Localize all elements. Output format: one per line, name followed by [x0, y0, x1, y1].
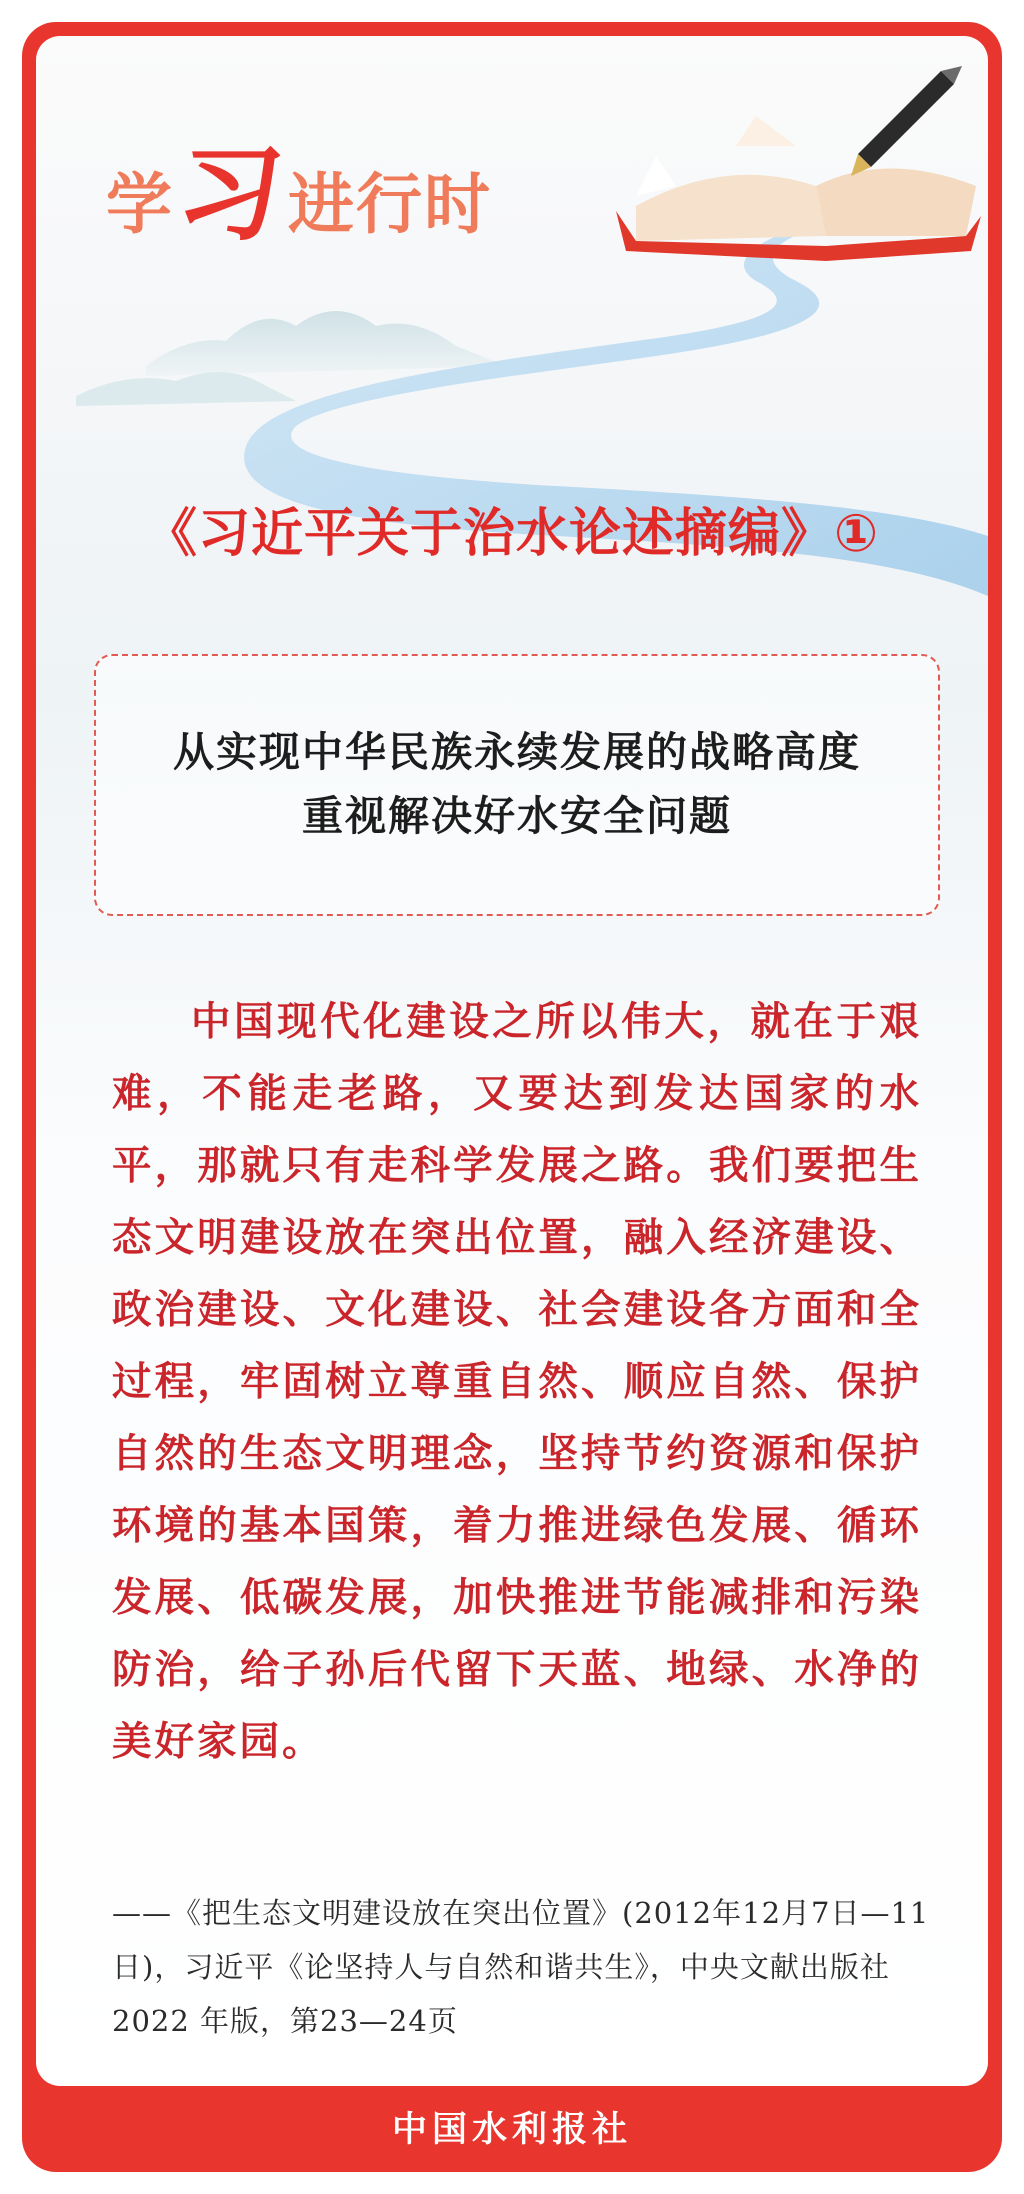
logo-char-2: 习 — [171, 133, 291, 255]
subtitle-box — [94, 654, 940, 916]
subtitle-line-1: 从实现中华民族永续发展的战略高度 — [173, 728, 861, 777]
subtitle-line-2: 重视解决好水安全问题 — [302, 792, 732, 840]
logo-char-rest: 进行时 — [288, 166, 493, 243]
fountain-pen-icon — [851, 66, 962, 176]
study-time-logo — [106, 133, 493, 255]
open-book-icon — [616, 116, 981, 261]
source-citation: ——《把生态文明建设放在突出位置》(2012年12月7日—11日)，习近平《论坚持人与自然和谐共生》，中央文献出版社 2022 年版，第23—24页 — [112, 1896, 930, 2038]
body-paragraph: 中国现代化建设之所以伟大，就在于艰难，不能走老路，又要达到发达国家的水平，那就只有走科学发展之路。我们要把生态文明建设放在突出位置，融入经济建设、政治建设、文化建设、社会建设各方面和全过程，牢固树立尊重自然、顺应自然、保护自然的生态文明理念，坚持节约资源和保护环境的基本国策，着力推进绿色发展、循环发展、低碳发展，加快推进节能减排和污染防治，给子孙后代留下天蓝、地绿、水净的美好家园。 — [112, 999, 922, 1765]
publisher-footer: 中国水利报社 — [391, 2110, 632, 2150]
poster-content — [36, 36, 988, 2086]
page-title: 《习近平关于治水论述摘编》① — [144, 504, 880, 564]
logo-char-1: 学 — [106, 166, 174, 243]
poster-frame — [22, 22, 1002, 2172]
